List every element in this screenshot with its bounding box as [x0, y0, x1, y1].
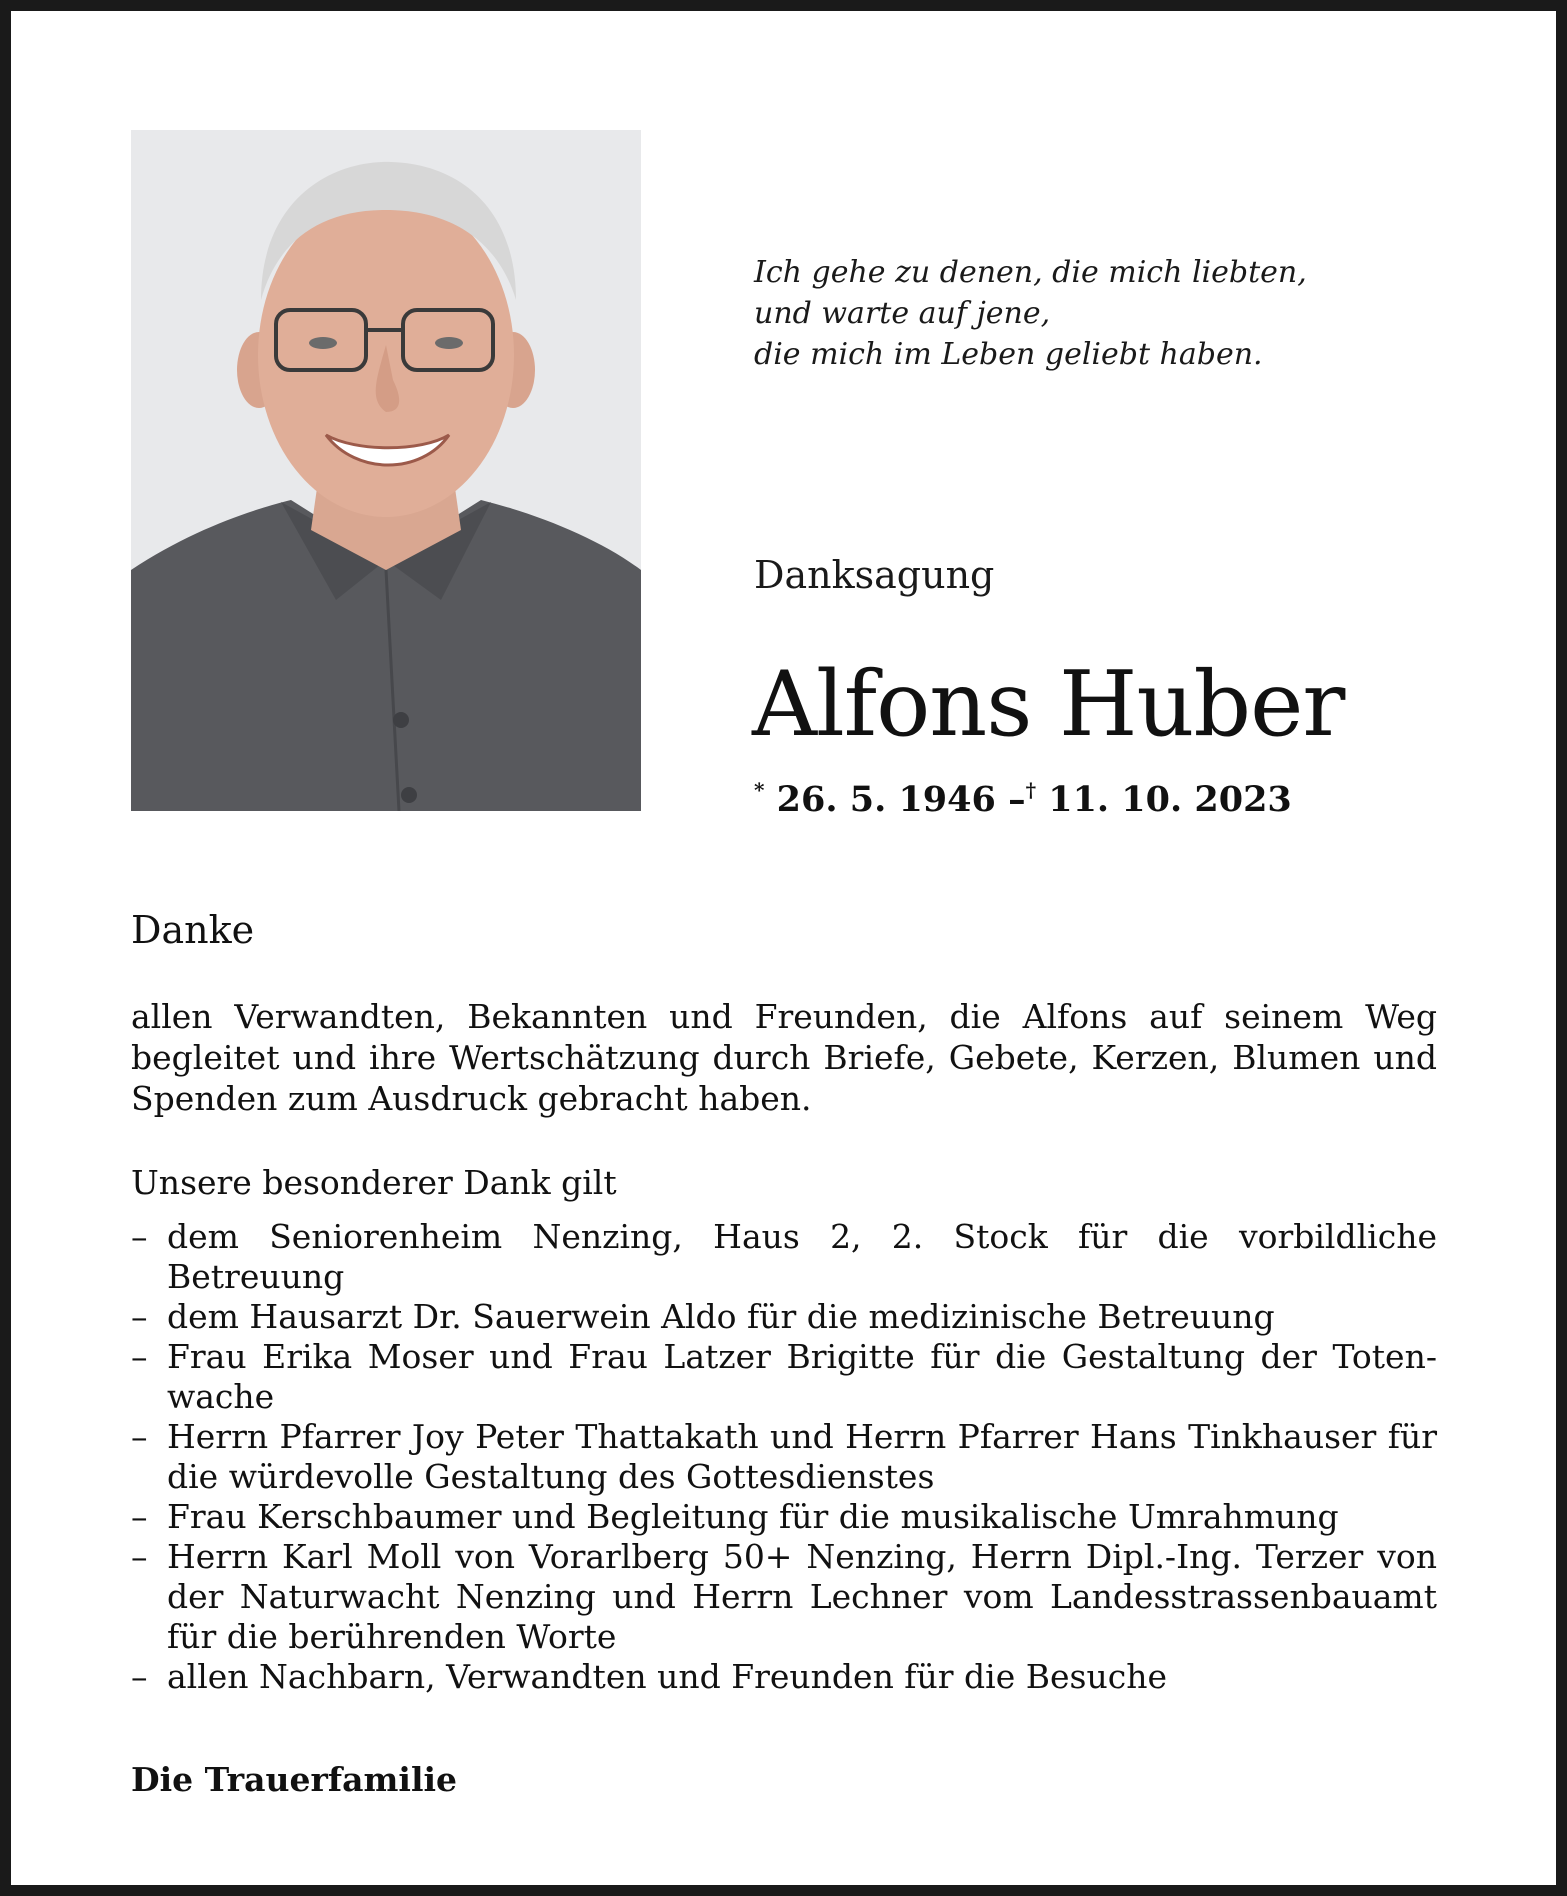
signature: Die Trauerfamilie	[131, 1760, 458, 1799]
date-separator: –	[1008, 779, 1026, 820]
list-item	[131, 1217, 1437, 1297]
list-item-text: Frau Kerschbaumer und Begleitung für die musikalische Umrahmung	[167, 1497, 1339, 1536]
list-item-text: Herrn Pfarrer Joy Peter Thattakath und Herrn Pfarrer Hans Tinkhauser für die würdevolle Gestaltung des Gottesdienstes	[167, 1417, 1437, 1496]
special-thanks-intro: Unsere besonderer Dank gilt	[131, 1163, 617, 1202]
page-heading: Danksagung	[754, 553, 995, 597]
thanks-intro: allen Verwandten, Bekannten und Freunden, die Alfons auf seinem Weg begleitet und ihre Wertschätzung durch Briefe, Gebete, Kerzen, Blumen und Spenden zum Ausdruck gebracht haben.	[131, 997, 1437, 1118]
thanks-title: Danke	[131, 908, 255, 952]
list-item	[131, 1337, 1437, 1417]
list-item-text: Frau Erika Moser und Frau Latzer Brigitte für die Gestaltung der Totenwache	[167, 1337, 1437, 1416]
deceased-name: Alfons Huber	[752, 652, 1345, 757]
list-dash: –	[131, 1297, 148, 1336]
motto-line: die mich im Leben geliebt haben.	[754, 337, 1263, 372]
life-dates	[754, 778, 1292, 820]
list-dash: –	[131, 1537, 148, 1576]
death-symbol: †	[1025, 778, 1037, 802]
list-dash: –	[131, 1497, 148, 1536]
birth-date: 26. 5. 1946	[776, 779, 996, 820]
list-dash: –	[131, 1417, 148, 1456]
thanks-list	[131, 1217, 1437, 1697]
list-dash: –	[131, 1217, 148, 1256]
list-item	[131, 1297, 1437, 1337]
list-item	[131, 1657, 1437, 1697]
portrait-photo	[131, 130, 641, 811]
list-dash: –	[131, 1337, 148, 1376]
list-item-text: Herrn Karl Moll von Vorarlberg 50+ Nenzing, Herrn Dipl.-Ing. Terzer von der Naturwacht Nenzing und Herrn Lechner vom Landesstrassenbauamt für die berührenden Worte	[167, 1537, 1437, 1656]
list-item	[131, 1417, 1437, 1497]
motto-line: und warte auf jene,	[754, 296, 1051, 331]
list-item-text: dem Hausarzt Dr. Sauerwein Aldo für die medizinische Betreuung	[167, 1297, 1275, 1336]
list-item	[131, 1537, 1437, 1657]
motto-line: Ich gehe zu denen, die mich liebten,	[754, 255, 1307, 290]
birth-symbol: *	[754, 778, 765, 802]
list-dash: –	[131, 1657, 148, 1696]
death-date: 11. 10. 2023	[1048, 779, 1292, 820]
list-item-text: dem Seniorenheim Nenzing, Haus 2, 2. Stock für die vorbildliche Betreuung	[167, 1217, 1437, 1296]
list-item	[131, 1497, 1437, 1537]
motto-quote	[754, 252, 1454, 375]
list-item-text: allen Nachbarn, Verwandten und Freunden für die Besuche	[167, 1657, 1167, 1696]
